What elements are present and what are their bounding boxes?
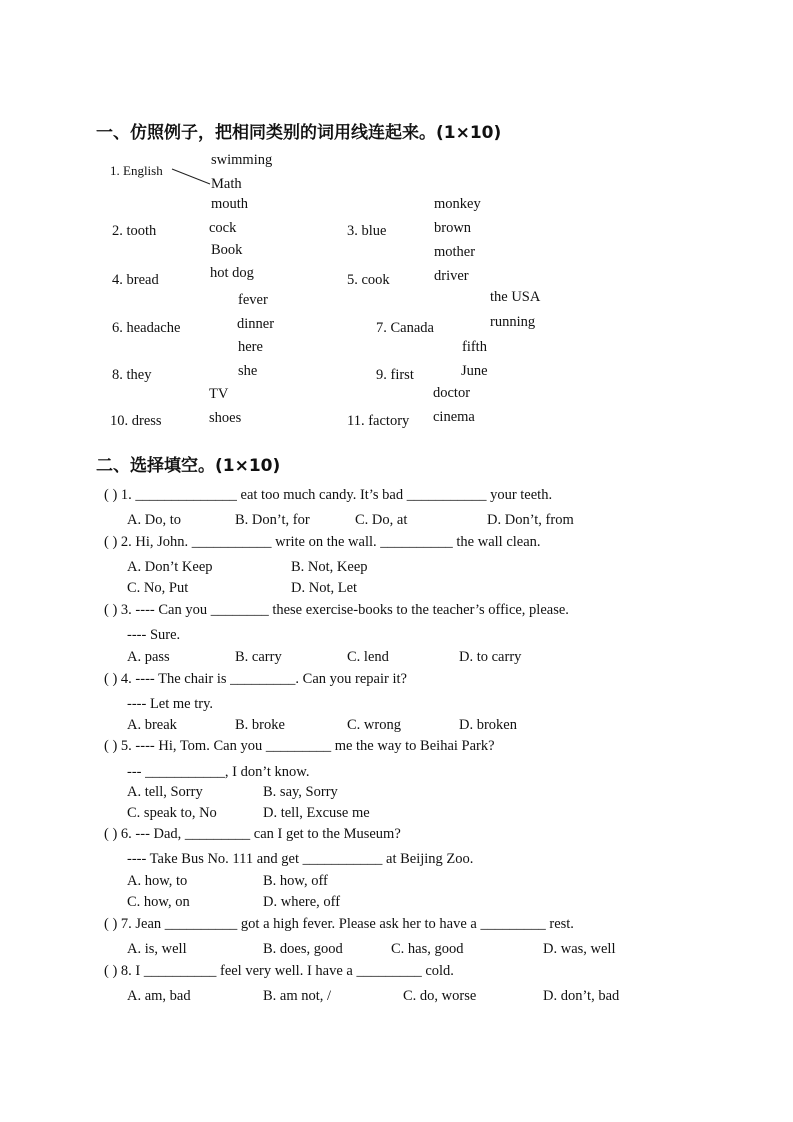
option: B. am not, / xyxy=(263,988,332,1004)
question-1-stem: ( ) 1. ______________ eat too much candy. It’s bad ___________ your teeth. xyxy=(104,487,553,503)
option: D. Not, Let xyxy=(291,580,358,596)
match-word: Book xyxy=(211,242,243,258)
cue-word: 3. blue xyxy=(347,223,387,239)
question-2-stem: ( ) 2. Hi, John. ___________ write on the wall. __________ the wall clean. xyxy=(104,534,541,550)
match-word: brown xyxy=(434,220,472,236)
question-4-stem: ( ) 4. ---- The chair is _________. Can you repair it? xyxy=(104,671,407,687)
cue-word: 7. Canada xyxy=(376,320,434,336)
option: C. wrong xyxy=(347,717,401,733)
cue-word: 1. English xyxy=(110,163,163,178)
cue-word: 2. tooth xyxy=(112,223,157,239)
question-3-stem: ( ) 3. ---- Can you ________ these exercise-books to the teacher’s office, please. xyxy=(104,602,569,618)
cue-word: 10. dress xyxy=(110,413,162,429)
match-word: fifth xyxy=(462,339,487,355)
option: D. was, well xyxy=(543,941,616,957)
match-word: Math xyxy=(211,176,242,192)
option: D. don’t, bad xyxy=(543,988,620,1004)
option: B. say, Sorry xyxy=(263,784,338,800)
question-8-stem: ( ) 8. I __________ feel very well. I have a _________ cold. xyxy=(104,963,454,979)
section-1-heading: 一、仿照例子，把相同类别的词用线连起来。(1×10) xyxy=(96,123,502,143)
match-word: monkey xyxy=(434,196,481,212)
option: A. am, bad xyxy=(127,988,191,1004)
match-word: dinner xyxy=(237,316,275,332)
question-6-stem: ( ) 6. --- Dad, _________ can I get to the Museum? xyxy=(104,826,401,842)
cue-word: 4. bread xyxy=(112,272,159,288)
option: D. tell, Excuse me xyxy=(263,805,370,821)
match-word: running xyxy=(490,314,536,330)
match-word: mouth xyxy=(211,196,249,212)
question-5-stem: ( ) 5. ---- Hi, Tom. Can you _________ me the way to Beihai Park? xyxy=(104,738,495,754)
option: B. how, off xyxy=(263,873,328,889)
match-word: TV xyxy=(209,386,229,402)
option: D. broken xyxy=(459,717,517,733)
option: A. tell, Sorry xyxy=(127,784,203,800)
match-word: mother xyxy=(434,244,476,260)
cue-word: 11. factory xyxy=(347,413,410,429)
option: A. is, well xyxy=(127,941,187,957)
option: D. Don’t, from xyxy=(487,512,574,528)
option: D. to carry xyxy=(459,649,522,665)
option: B. Not, Keep xyxy=(291,559,368,575)
option: B. does, good xyxy=(263,941,343,957)
section-2-heading: 二、选择填空。(1×10) xyxy=(96,456,281,476)
option: C. lend xyxy=(347,649,389,665)
option: B. carry xyxy=(235,649,282,665)
option: C. Do, at xyxy=(355,512,408,528)
dialogue-line: ---- Let me try. xyxy=(127,696,214,712)
dialogue-line: ---- Take Bus No. 111 and get ___________ at Beijing Zoo. xyxy=(127,851,474,867)
option: C. speak to, No xyxy=(127,805,217,821)
cue-word: 5. cook xyxy=(347,272,390,288)
match-word: June xyxy=(461,363,488,379)
match-word: fever xyxy=(238,292,268,308)
match-word: here xyxy=(238,339,263,355)
question-7-stem: ( ) 7. Jean __________ got a high fever. Please ask her to have a _________ rest. xyxy=(104,916,574,932)
match-word: cock xyxy=(209,220,237,236)
option: C. No, Put xyxy=(127,580,189,596)
match-word: shoes xyxy=(209,410,242,426)
option: C. has, good xyxy=(391,941,464,957)
match-word: hot dog xyxy=(210,265,254,281)
option: A. Do, to xyxy=(127,512,181,528)
option: B. broke xyxy=(235,717,285,733)
option: A. Don’t Keep xyxy=(127,559,213,575)
option: A. break xyxy=(127,717,177,733)
option: C. do, worse xyxy=(403,988,477,1004)
cue-word: 8. they xyxy=(112,367,152,383)
match-word: swimming xyxy=(211,152,273,168)
match-word: the USA xyxy=(490,289,541,305)
cue-word: 6. headache xyxy=(112,320,181,336)
option: A. how, to xyxy=(127,873,188,889)
match-word: cinema xyxy=(433,409,475,425)
option: C. how, on xyxy=(127,894,190,910)
option: A. pass xyxy=(127,649,170,665)
option: B. Don’t, for xyxy=(235,512,310,528)
option: D. where, off xyxy=(263,894,341,910)
match-word: doctor xyxy=(433,385,471,401)
cue-word: 9. first xyxy=(376,367,414,383)
match-word: she xyxy=(238,363,258,379)
dialogue-line: ---- Sure. xyxy=(127,627,181,643)
dialogue-line: --- ___________, I don’t know. xyxy=(127,764,310,780)
match-word: driver xyxy=(434,268,469,284)
